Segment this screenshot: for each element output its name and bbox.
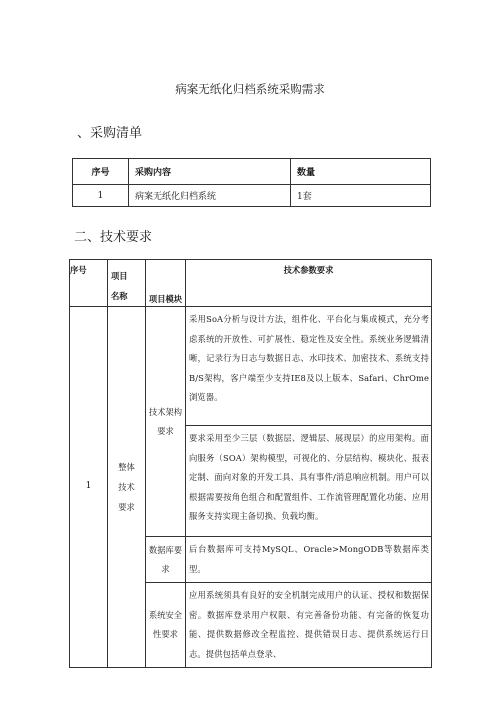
module-name: 技术架构要求 — [148, 406, 183, 436]
header-no: 序号 — [73, 159, 129, 185]
cell-content: 病案无纸化归档系统 — [129, 185, 291, 207]
cell-module-security — [146, 583, 186, 668]
header-params: 技术参数要求 — [186, 260, 432, 307]
document-title: 病案无纸化归档系统采购需求 — [175, 82, 325, 96]
cell-item-name — [108, 307, 146, 668]
cell-row-no: 1 — [70, 307, 108, 668]
cell-quantity: 1套 — [291, 185, 431, 207]
param-text: 应用系统须具有良好的安全机制完成用户的认证、授权和数据保密。数据库登录用户权限、有完善备份功能、有完备的恢复功能、提供数据修改全程监控、提供错误日志、提供系统运行日志。提供包括单点登录、 — [189, 590, 429, 659]
cell-params-architecture-1 — [186, 307, 432, 426]
cell-no: 1 — [73, 185, 129, 207]
module-name: 数据库要求 — [148, 544, 183, 574]
cell-params-database — [186, 537, 432, 583]
item-name-text: 整体技术要求 — [118, 462, 135, 512]
header-module: 项目模块 — [146, 260, 186, 307]
param-text: 采用SoA分析与设计方法，组件化、平台化与集成模式，充分考虑系统的开放性、可扩展性、稳定性及安全性。系统业务逻辑清晰，记录行为日志与数据日志、水印技术、加密技术、系统支持B/S架构，客户端至少支持IE8及以上版本、Safari、ChrOme浏览器。 — [189, 314, 429, 402]
cell-params-security — [186, 583, 432, 668]
header-item-name-line1: 项目 — [111, 271, 128, 281]
header-no: 序号 — [70, 260, 108, 307]
param-text: 后台数据库可支持MySQL、Oracle>MongODB等数据库类型。 — [189, 544, 429, 574]
module-name: 系统安全性要求 — [148, 610, 183, 639]
table-row — [70, 307, 432, 426]
header-content: 采购内容 — [129, 159, 291, 185]
technical-requirements-table — [69, 259, 432, 668]
section-heading-purchase-list: 、采购清单 — [77, 126, 143, 141]
section-heading-technical: 二、技术要求 — [74, 230, 153, 245]
cell-module-architecture — [146, 307, 186, 537]
cell-module-database — [146, 537, 186, 583]
purchase-list-table — [72, 158, 431, 207]
table-header-row — [73, 159, 431, 185]
table-row — [73, 185, 431, 207]
table-header-row — [70, 260, 432, 307]
header-quantity: 数量 — [291, 159, 431, 185]
header-item-name-line2: 名称 — [111, 291, 128, 301]
cell-params-architecture-2 — [186, 426, 432, 537]
header-item-name — [108, 260, 146, 307]
param-text: 要求采用至少三层（数据层、逻辑层、展现层）的应用架构。面向服务（SOA）架构模型，可视化的、分层结构、模块化、报表定制、面向对象的开发工具、具有事件/消息响应机制。用户可以根据需要按角色组合和配置组件、工作流管理配置化功能、应用服务支持实现主备切换、负载均衡。 — [189, 433, 429, 521]
